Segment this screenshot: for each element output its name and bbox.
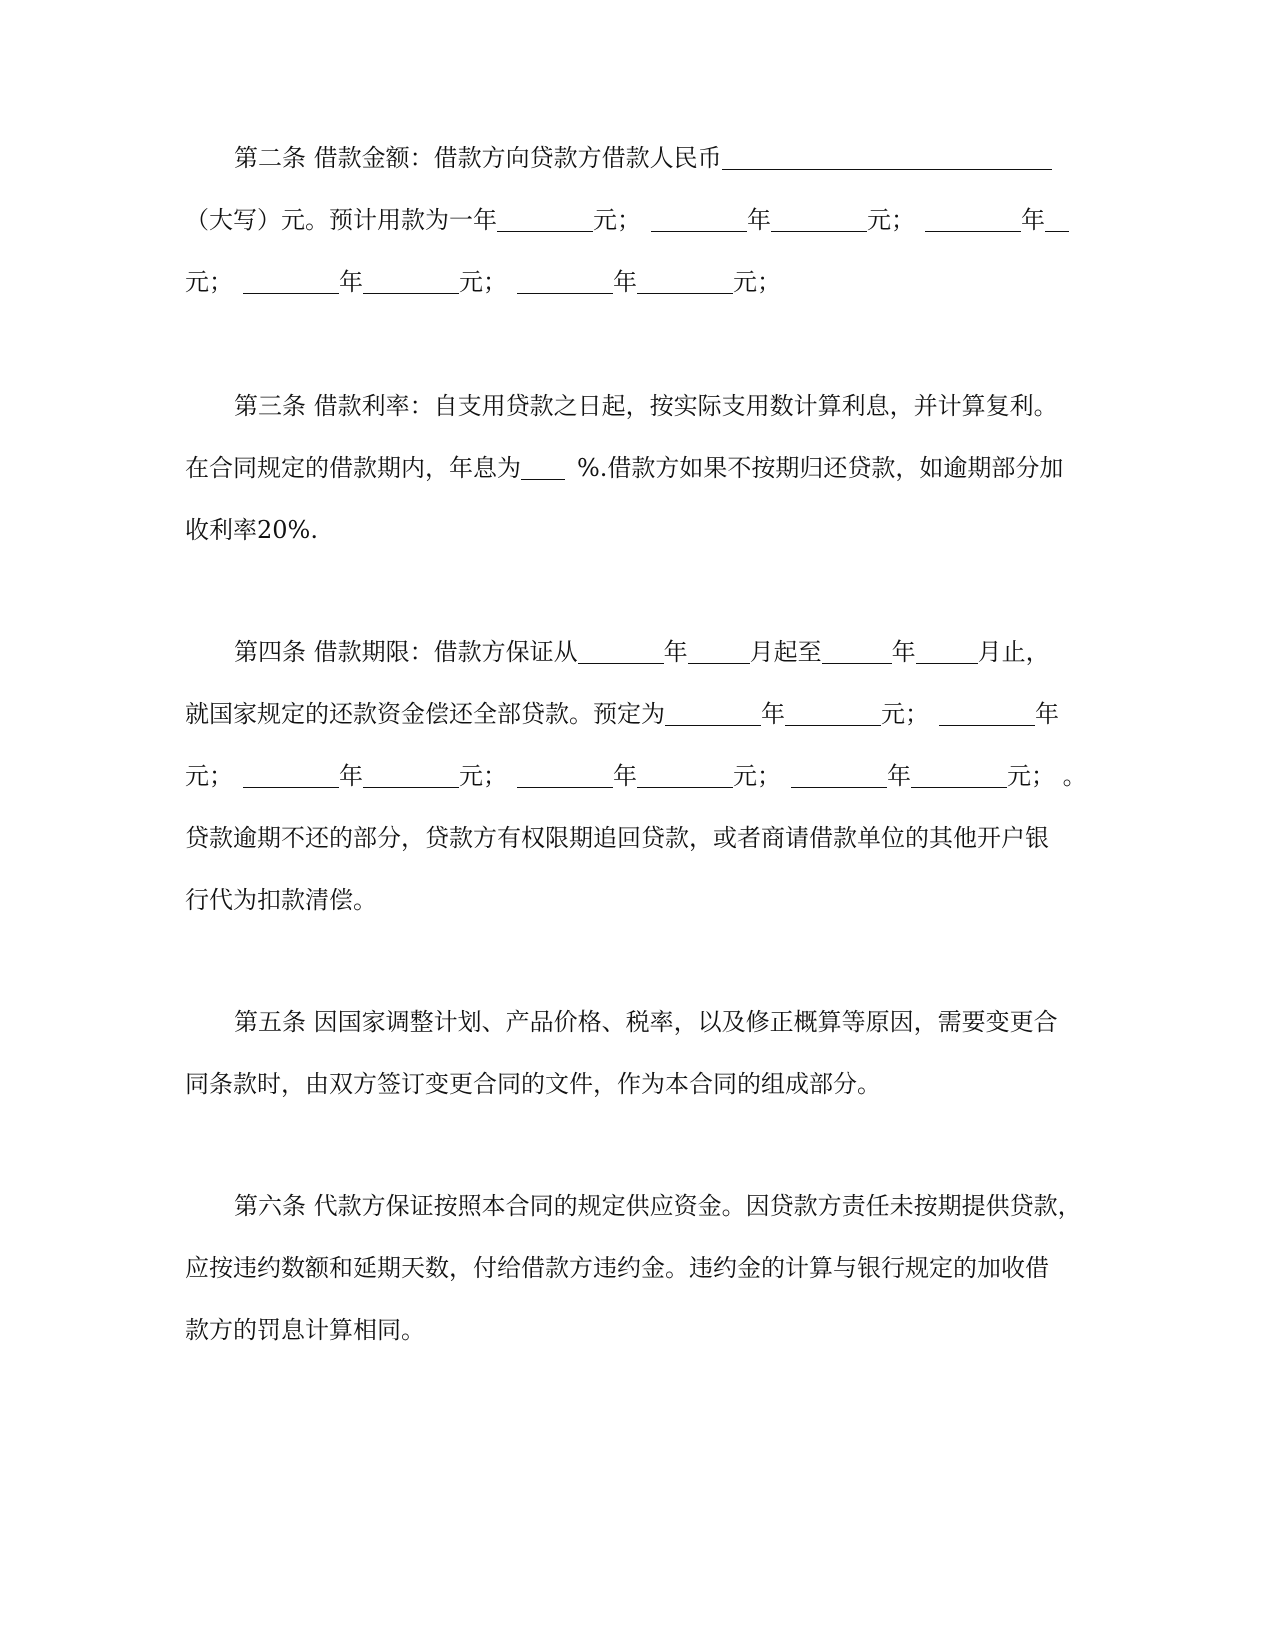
text: 同条款时，由双方签订变更合同的文件，作为本合同的组成部分。 [185,1070,881,1098]
blank [771,207,867,232]
text: 行代为扣款清偿。 [185,886,377,914]
text: 元； [185,762,233,790]
text: 年 [339,268,363,296]
blank [243,269,339,294]
text: 年 [761,700,785,728]
text: 在合同规定的借款期内，年息为 [185,454,521,482]
text: 年 [613,268,637,296]
blank-rate [521,455,565,480]
blank [791,763,887,788]
text: 元； [459,762,507,790]
text: 月止， [977,638,1050,666]
blank [688,639,750,664]
text: 年 [1035,700,1059,728]
blank [363,269,459,294]
text: 元； [733,268,781,296]
text: 年 [339,762,363,790]
blank [916,639,978,664]
blank [939,701,1035,726]
text: 元； [867,206,915,234]
text: 月起至 [749,638,822,666]
article-4 [185,636,1085,946]
text: 元； [459,268,507,296]
blank [517,269,613,294]
blank [243,763,339,788]
text: 元； 。 [1007,762,1087,790]
blank [578,639,664,664]
blank [785,701,881,726]
text: 应按违约数额和延期天数，付给借款方违约金。违约金的计算与银行规定的加收借 [185,1254,1049,1282]
blank [822,639,892,664]
article-3 [185,390,1085,576]
blank [517,763,613,788]
blank [1045,207,1069,232]
text: 第六条 代款方保证按照本合同的规定供应资金。因贷款方责任未按期提供贷款， [234,1192,1082,1220]
blank-amount [722,145,1052,170]
text: 年 [613,762,637,790]
text: 第三条 借款利率：自支用贷款之日起，按实际支用数计算利息，并计算复利。 [234,392,1058,420]
text: （大写）元。预计用款为一年 [185,206,497,234]
text: 元； [733,762,781,790]
blank [911,763,1007,788]
text: 贷款逾期不还的部分，贷款方有权限期追回贷款，或者商请借款单位的其他开户银 [185,824,1049,852]
text: 年 [747,206,771,234]
text: 第四条 借款期限：借款方保证从 [234,638,578,666]
text: %.借款方如果不按期归还贷款，如逾期部分加 [577,454,1064,482]
article-2 [185,142,1085,328]
text: 年 [663,638,688,666]
blank [637,269,733,294]
text: 年 [887,762,911,790]
text: 元； [881,700,929,728]
text: 第五条 因国家调整计划、产品价格、税率，以及修正概算等原因，需要变更合 [234,1008,1058,1036]
blank [637,763,733,788]
text: 收利率20%. [185,516,318,544]
text: 年 [891,638,916,666]
text: 年 [1021,206,1045,234]
blank [651,207,747,232]
article-5 [185,1006,1085,1130]
blank [665,701,761,726]
article-6 [185,1190,1085,1376]
text: 就国家规定的还款资金偿还全部贷款。预定为 [185,700,665,728]
blank [925,207,1021,232]
blank [497,207,593,232]
text: 元； [593,206,641,234]
blank [363,763,459,788]
text: 元； [185,268,233,296]
text: 款方的罚息计算相同。 [185,1316,425,1344]
text: 第二条 借款金额：借款方向贷款方借款人民币 [234,144,722,172]
